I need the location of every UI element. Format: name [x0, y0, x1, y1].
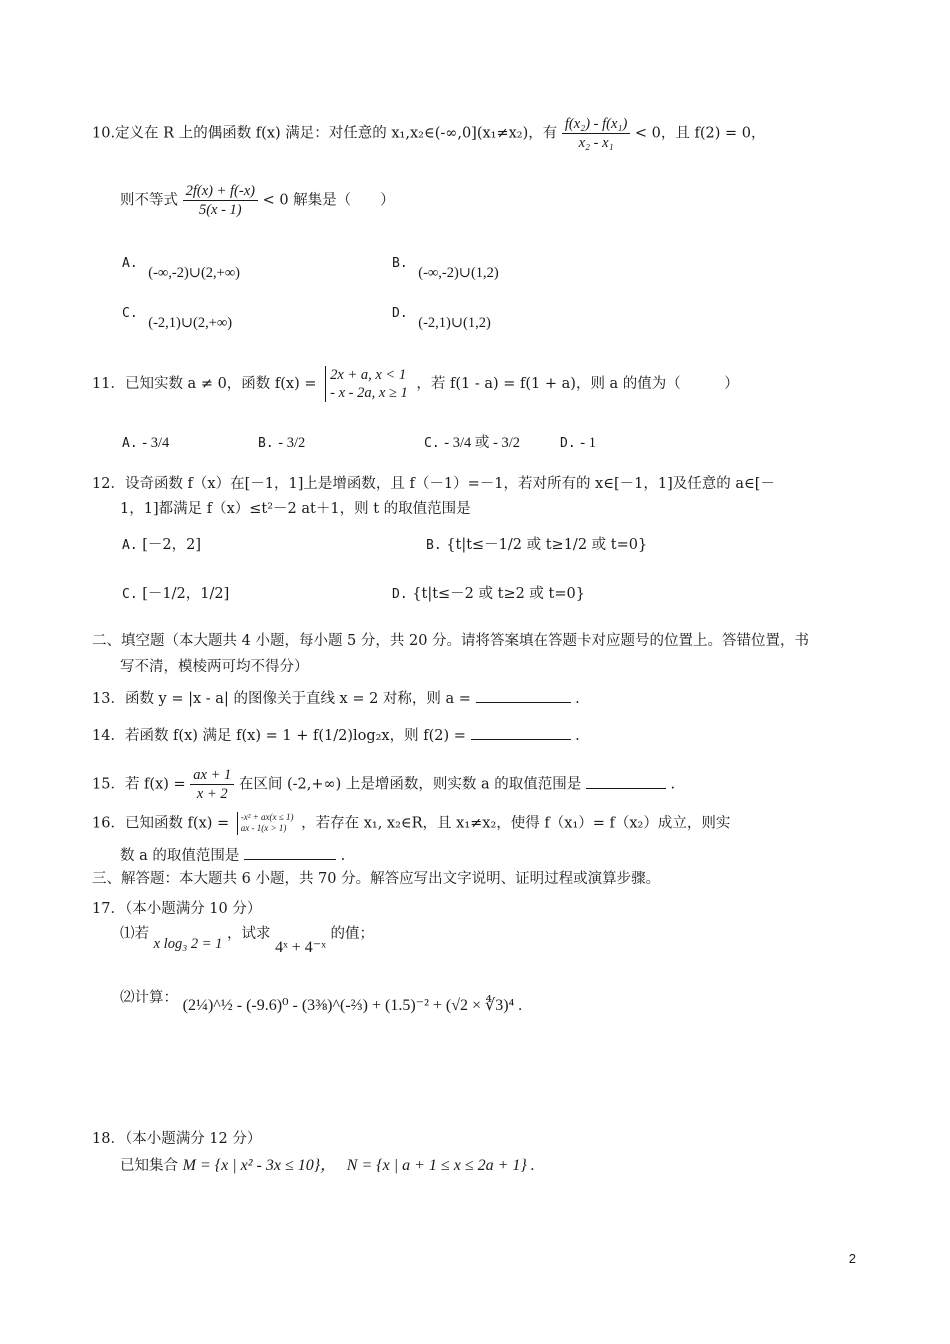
- q11-piecewise: 2x + a, x < 1 - x - 2a, x ≥ 1: [325, 366, 408, 402]
- q12-line1: 12．设奇函数 f（x）在[－1，1]上是增函数，且 f（－1）=－1，若对所有的 x∈[－1，1]及任意的 a∈[－: [92, 476, 775, 492]
- q10-option-d: D. (-2,1)∪(1,2): [392, 306, 491, 331]
- section2-heading-cont: 写不清，模棱两可均不得分）: [120, 659, 309, 675]
- q10-line1: [92, 115, 766, 152]
- q15-fraction: $\frac{ax + 1}{x + 2}$: [190, 766, 234, 803]
- q12-option-b: B. {t|t≤－1/2 或 t≥1/2 或 t=0}: [426, 537, 648, 553]
- q10-text: 10.定义在 R 上的偶函数 f(x) 满足：对任意的 x₁,x₂∈(-∞,0](x₁≠x₂)，有: [92, 125, 558, 142]
- q10-fraction: $\frac{\text{f(x₂) - f(x₁)}}{\text{x₂ - x₁}}$: [562, 115, 630, 152]
- q11-line: 11．已知实数 a ≠ 0，函数 f(x) = 2x + a, x < 1 - x - 2a, x ≥ 1 ，若 f(1 - a) = f(1 + a)，则 a 的值为（ ）: [92, 367, 739, 402]
- q16-answer-blank[interactable]: [244, 845, 336, 860]
- q12-line2: 1，1]都满足 f（x）≤t²－2 at＋1，则 t 的取值范围是: [120, 501, 471, 517]
- q18-set-n: N = {x | a + 1 ≤ x ≤ 2a + 1} .: [346, 1157, 535, 1174]
- q11-option-a: A. - 3/4: [122, 435, 170, 451]
- q16-piecewise: -x² + ax(x ≤ 1) ax - 1(x > 1): [237, 812, 294, 835]
- q17-part2: ⑵计算： (2¼)^½ - (-9.6)⁰ - (3⅜)^(-⅔) + (1.5)⁻² + (√2 × ∜3)⁴ .: [120, 990, 523, 1014]
- page-number: 2: [848, 1251, 856, 1266]
- q15-answer-blank[interactable]: [586, 774, 666, 789]
- q16-line1: 16．已知函数 f(x) = -x² + ax(x ≤ 1) ax - 1(x > 1) ，若存在 x₁, x₂∈R，且 x₁≠x₂，使得 f（x₁）= f（x₂）成立，则实: [92, 812, 731, 834]
- q17-expression: (2¼)^½ - (-9.6)⁰ - (3⅜)^(-⅔) + (1.5)⁻² + (√2 × ∜3)⁴ .: [182, 997, 523, 1014]
- q11-option-d: D. - 1: [560, 435, 596, 451]
- section3-heading: 三、解答题：本大题共 6 小题，共 70 分。解答应写出文字说明、证明过程或演算步骤。: [92, 871, 661, 887]
- q10-option-c: C. (-2,1)∪(2,+∞): [122, 306, 233, 331]
- q17-heading: 17．（本小题满分 10 分）: [92, 901, 262, 917]
- q18-heading: 18．（本小题满分 12 分）: [92, 1131, 262, 1147]
- q12-option-d: D. {t|t≤－2 或 t≥2 或 t=0}: [392, 586, 585, 602]
- q14-line: 14．若函数 f(x) 满足 f(x) = 1 + f(1/2)log₂x，则 f(2) = .: [92, 725, 580, 745]
- section2-heading: 二、填空题（本大题共 4 小题，每小题 5 分，共 20 分。请将答案填在答题卡对应题号的位置上。答错位置，书: [92, 633, 810, 649]
- q10-option-b: B. (-∞,-2)∪(1,2): [392, 256, 499, 281]
- q18-set-m: M = {x | x² - 3x ≤ 10}，: [182, 1157, 337, 1174]
- q11-option-c: C. - 3/4 或 - 3/2: [424, 435, 520, 451]
- q18-line: 已知集合 M = {x | x² - 3x ≤ 10}， N = {x | a + 1 ≤ x ≤ 2a + 1} .: [120, 1157, 535, 1174]
- q15-line: 15．若 f(x) = $\frac{ax + 1}{x + 2}$ 在区间 (-2,+∞) 上是增函数，则实数 a 的取值范围是 .: [92, 767, 676, 803]
- q17-part1: ⑴若 x log₃ 2 = 1 ，试求 4ˣ + 4⁻ˣ 的值；: [120, 926, 374, 956]
- q12-option-c: C. [－1/2，1/2]: [122, 586, 230, 602]
- q12-option-a: A. [－2，2]: [122, 537, 202, 553]
- q11-option-b: B. - 3/2: [258, 435, 306, 451]
- q16-line2: 数 a 的取值范围是 .: [120, 845, 345, 865]
- q10-line2: 则不等式 $\frac{2f(x) + f(-x)}{5(x - 1)}$ < 0 解集是（ ）: [120, 183, 395, 219]
- q10-inequality-fraction: $\frac{2f(x) + f(-x)}{5(x - 1)}$: [183, 182, 258, 219]
- q13-line: 13．函数 y = |x - a| 的图像关于直线 x = 2 对称，则 a = .: [92, 688, 580, 708]
- q10-option-a: A. (-∞,-2)∪(2,+∞): [122, 256, 240, 281]
- q14-answer-blank[interactable]: [471, 725, 571, 740]
- q13-answer-blank[interactable]: [476, 688, 571, 703]
- q10-tail: < 0，且 f(2) = 0，: [634, 125, 766, 142]
